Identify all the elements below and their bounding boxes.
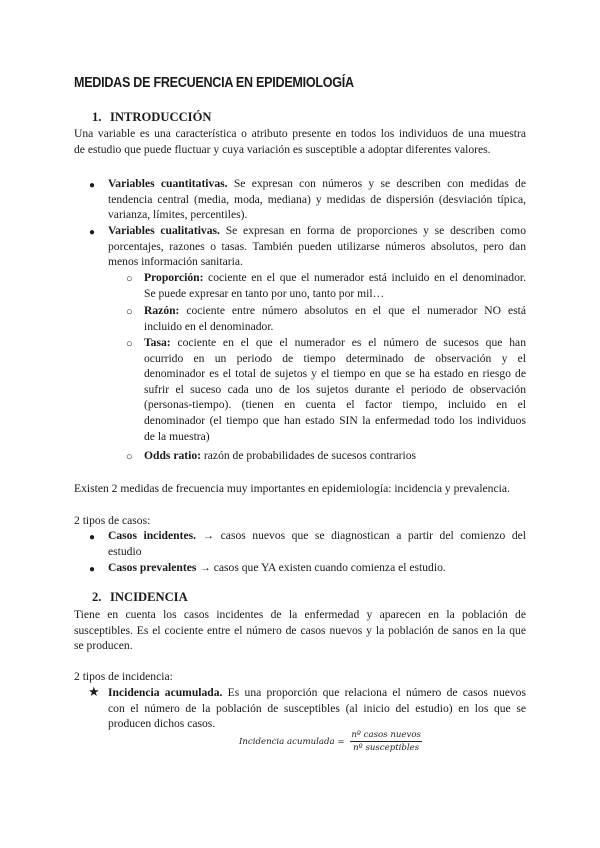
text-span: cociente entre número absolutos en el que el numerador NO está [179,304,526,317]
text-line: denominador (el tiempo que han estado SIN la enfermedad todo los individuos [144,413,526,427]
bullet-item-cualitativas [108,223,526,270]
bold-term: Proporción: [144,271,204,284]
frequency-paragraph [74,481,526,497]
intro-paragraph [74,126,526,157]
bullet-item-casos-prevalentes [108,560,526,576]
text-line: denominador es el total de sujetos y el tiempo en que se ha estado en riesgo de [144,367,526,381]
text-line: porcentajes, razones o tasas. También pueden utilizarse números absolutos, pero dan [108,239,526,253]
section-number: 2. [92,590,102,604]
text-line: se producen. [74,639,133,653]
text-line: menos información sanitaria. [108,255,243,269]
bold-term: Variables cualitativas. [108,224,220,237]
bold-term: Casos incidentes. [108,529,197,542]
sub-item-razon [144,303,526,334]
text-line: incluido en el denominador. [144,319,274,333]
bullet-icon: ● [89,532,96,543]
circle-bullet-icon: ○ [126,451,133,463]
text-span: → casos nuevos que se diagnostican a partir del comienzo del [196,529,526,542]
text-line: de estudio que puede fluctuar y cuya variación es susceptible a adoptar diferentes valores. [74,142,491,156]
item-incidencia-acumulada [108,685,526,732]
formula-incidencia-acumulada [239,730,422,753]
section-title: INCIDENCIA [110,590,188,604]
bold-term: Tasa: [144,336,171,349]
formula-fraction [350,730,422,753]
bold-term: Incidencia acumulada. [108,686,223,699]
bullet-item-cuantitativas [108,176,526,223]
text-line: 2 tipos de incidencia: [74,670,173,683]
section-heading-incidencia [92,590,188,606]
text-line: tendencia central (media, moda, mediana) y medidas de dispersión (desviación típica, [108,192,526,206]
incidence-paragraph [74,607,526,654]
text-line: 2 tipos de casos: [74,514,151,527]
incidence-types-intro [74,669,526,685]
formula-numerator: nº casos nuevos [351,730,421,740]
text-line: varianza, límites, percentiles). [108,208,248,222]
bold-term: Odds ratio: [144,449,202,462]
section-number: 1. [92,110,102,124]
sub-item-tasa [144,335,526,444]
bold-term: Variables cuantitativas. [108,177,228,190]
text-line: Se puede expresar en tanto por uno, tanto por mil… [144,286,385,300]
text-span: Se expresan con números y se describen con medidas de [227,177,526,190]
text-line: (personas-tiempo). (tienen en cuenta el factor tiempo, incluido en el [144,398,526,412]
bullet-icon: ● [89,564,96,575]
circle-bullet-icon: ○ [126,273,133,285]
bullet-item-casos-incidentes [108,528,526,559]
cases-intro [74,513,526,529]
text-line: estudio [108,544,142,558]
formula-lhs: Incidencia acumulada = [239,737,345,747]
section-heading-introduccion [92,110,211,126]
circle-bullet-icon: ○ [126,338,133,350]
bullet-icon: ● [89,227,96,238]
sub-item-proporcion [144,270,526,301]
bold-term: Razón: [144,304,180,317]
text-span: Se expresan en forma de proporciones y se describen como [219,224,526,237]
text-span: cociente en el que el numerador es el número de sucesos que han [170,336,526,349]
text-line: ocurrido en un periodo de tiempo determinado de observación y el [144,351,526,365]
text-line: susceptibles. Es el cociente entre el número de casos nuevos y la población de sanos en la que [74,623,526,637]
text-line: Una variable es una característica o atributo presente en todos los individuos de una muestra [74,127,526,140]
text-line: sufrir el suceso cada uno de los sujetos durante el periodo de observación [144,382,526,396]
text-span: razón de probabilidades de sucesos contrarios [201,449,417,462]
bold-term: Casos prevalentes [108,561,197,574]
text-span: → casos que YA existen cuando comienza el estudio. [196,561,446,574]
sub-item-odds-ratio [144,448,526,464]
section-title: INTRODUCCIÓN [110,110,212,124]
text-span: Es una proporción que relaciona el número de casos nuevos [222,686,526,699]
bullet-icon: ● [89,180,96,191]
text-line: Existen 2 medidas de frecuencia muy importantes en epidemiología: incidencia y prevalencia. [74,482,510,495]
star-bullet-icon: ★ [88,684,100,699]
text-line: producen dichos casos. [108,717,216,731]
text-line: Tiene en cuenta los casos incidentes de la enfermedad y aparecen en la población de [74,608,526,621]
text-span: cociente en el que el numerador está incluido en el denominador. [203,271,526,284]
document-title: MEDIDAS DE FRECUENCIA EN EPIDEMIOLOGÍA [74,75,354,91]
text-line: con el número de la población de susceptibles (al inicio del estudio) en los que se [108,701,526,715]
formula-denominator: nº susceptibles [353,743,420,753]
text-line: de la muestra) [144,429,210,443]
circle-bullet-icon: ○ [126,306,133,318]
